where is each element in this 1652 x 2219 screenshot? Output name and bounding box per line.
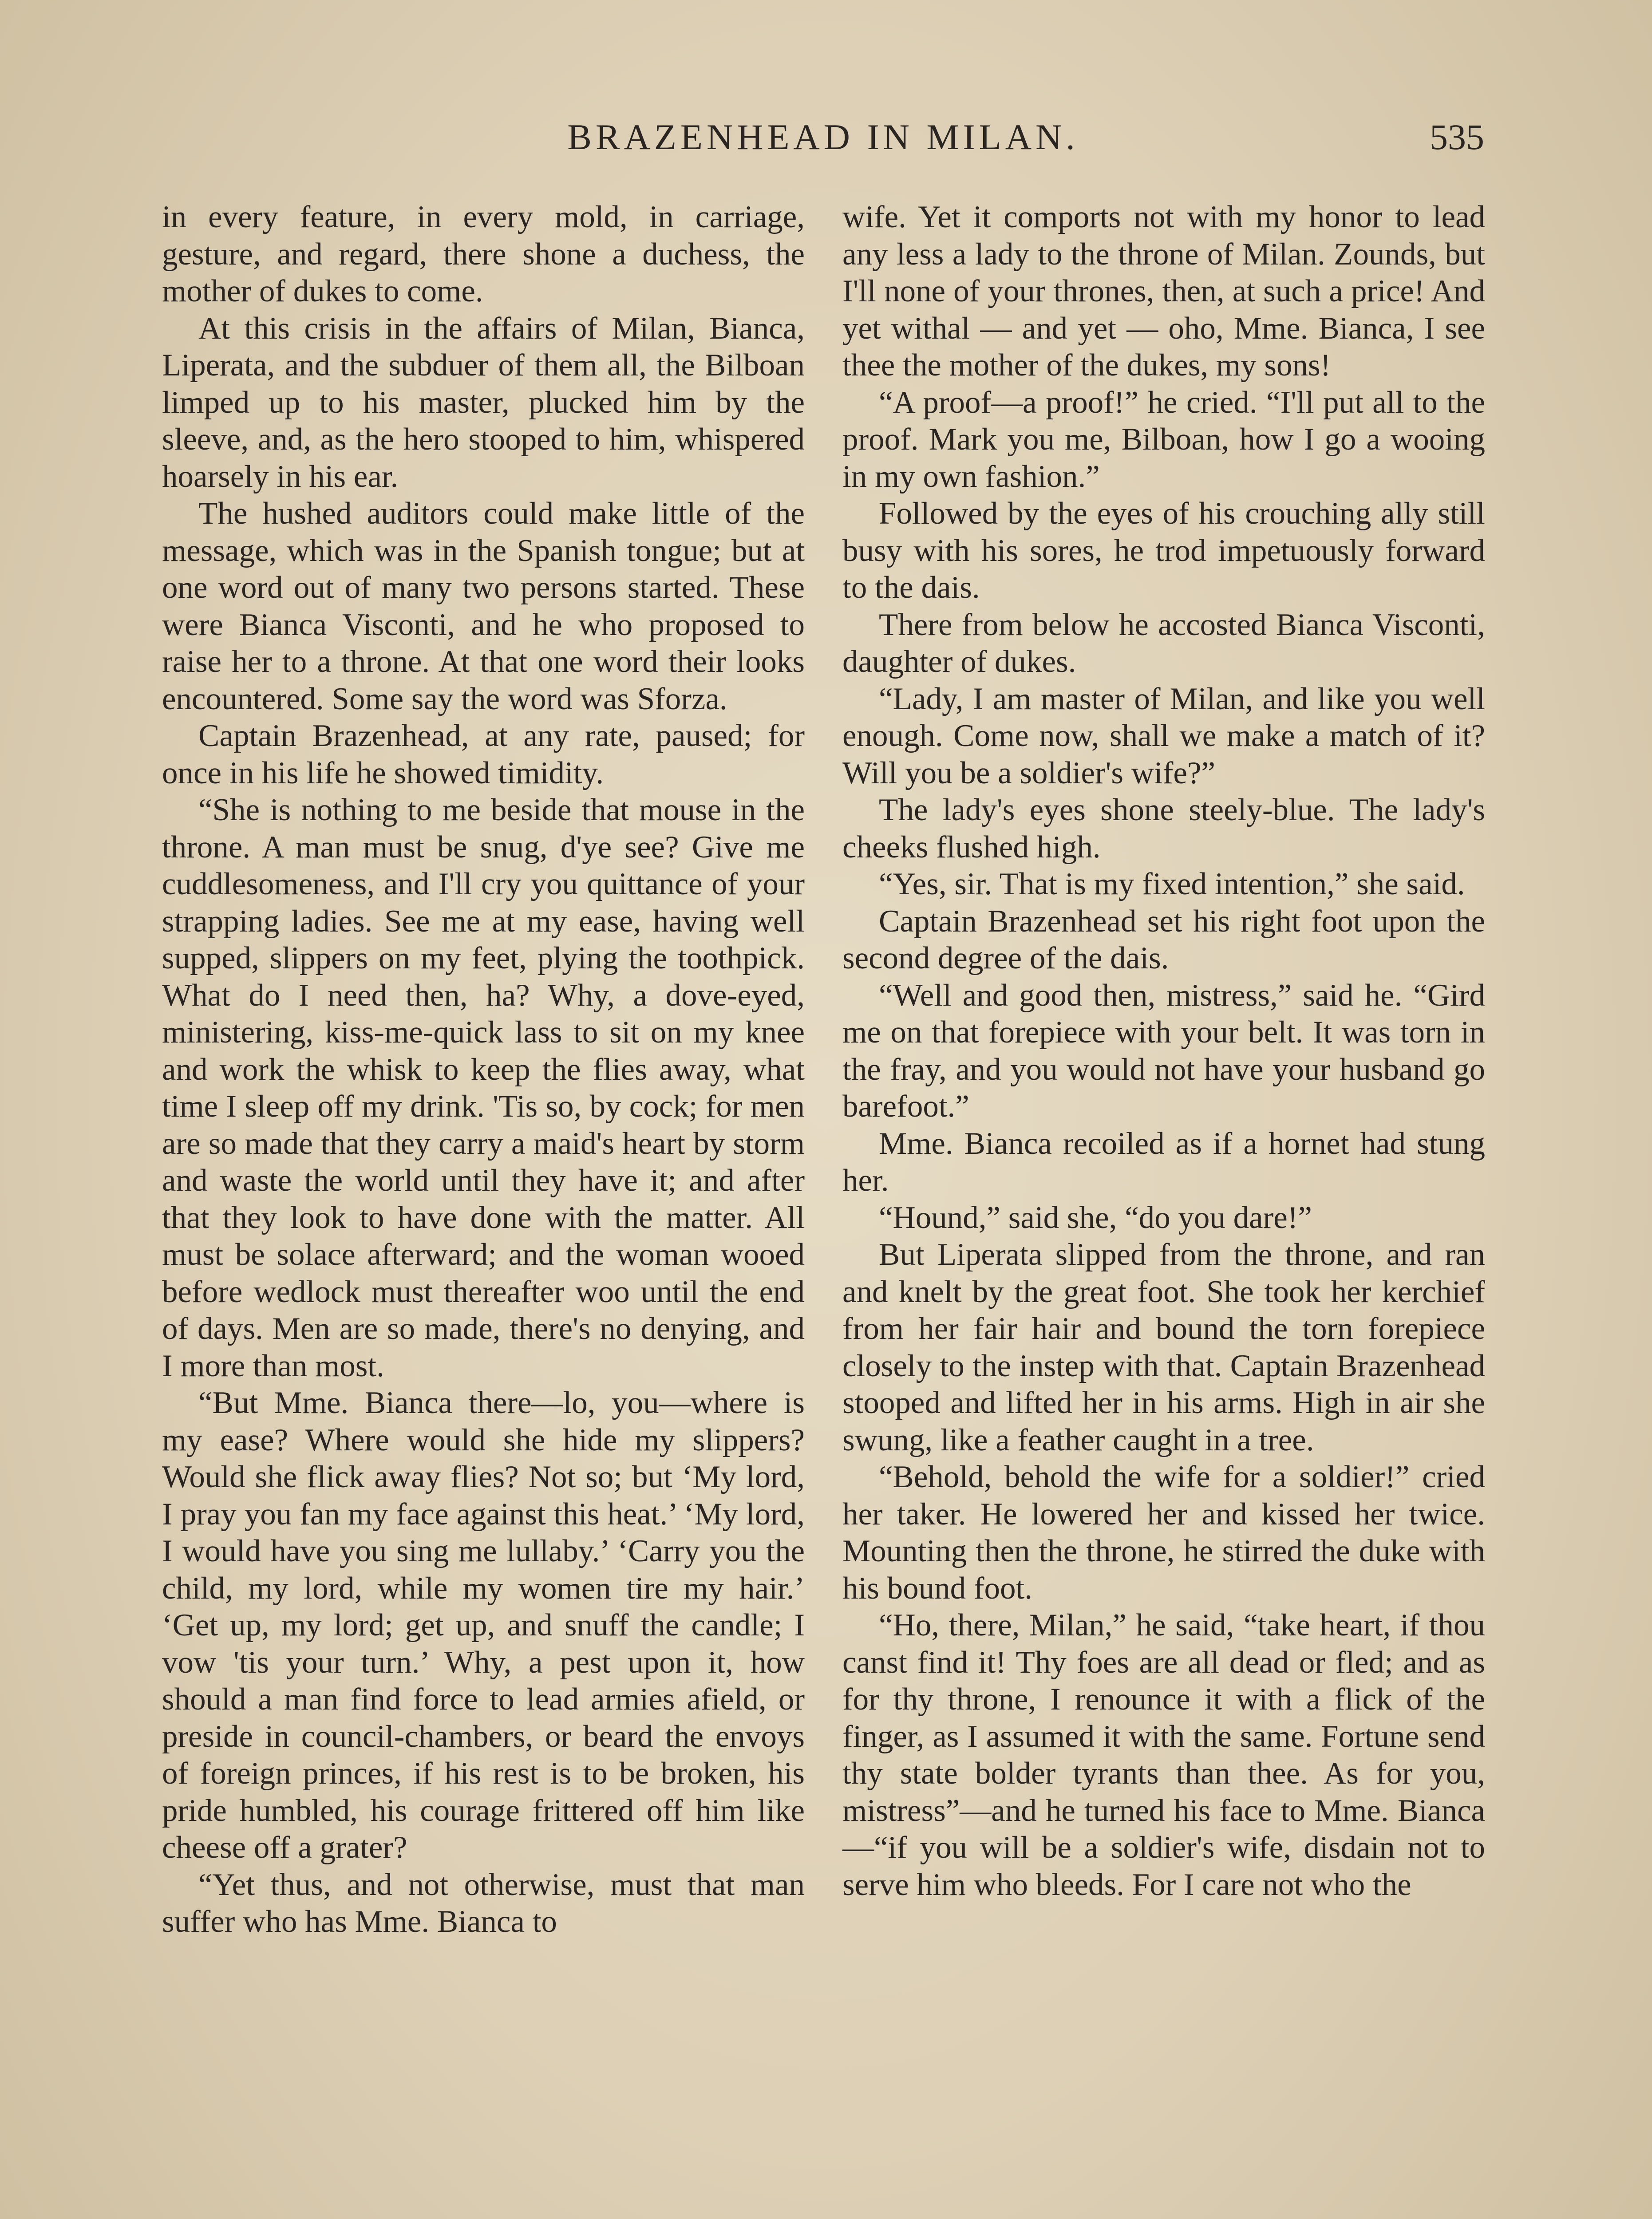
- paragraph: The lady's eyes shone steely-blue. The lady's cheeks flushed high.: [842, 793, 1485, 865]
- paragraph: Followed by the eyes of his crouching ally still busy with his sores, he trod impetuously forward to the dais.: [842, 496, 1485, 605]
- page-number: 535: [1430, 117, 1484, 157]
- paragraph: “Ho, there, Milan,” he said, “take heart, if thou canst find it! Thy foes are all dead or fled; and as for thy throne, I renounce it with a flick of the finger, as I assumed it with the same. Fortune send thy state bolder tyrants than thee. As for you, mistress”—and he turned his face to Mme. Bianca—“if you will be a soldier's wife, disdain not to serve him who bleeds. For I care not who the: [842, 1608, 1485, 1902]
- paragraph: “Yet thus, and not otherwise, must that man suffer who has Mme. Bianca to: [162, 1867, 805, 1939]
- paragraph: “She is nothing to me beside that mouse in the throne. A man must be snug, d'ye see? Give me cuddlesomeness, and I'll cry you quittance of your strapping ladies. See me at my ease, having well supped, slippers on my feet, plying the toothpick. What do I need then, ha? Why, a dove-eyed, ministering, kiss-me-quick lass to sit on my knee and work the whisk to keep the flies away, what time I sleep off my drink. 'Tis so, by cock; for men are so made that they carry a maid's heart by storm and waste the world until they have it; and after that they look to have done with the matter. All must be solace afterward; and the woman wooed before wedlock must thereafter woo until the end of days. Men are so made, there's no denying, and I more than most.: [162, 793, 805, 1383]
- left-column: [162, 199, 805, 1941]
- right-column: [842, 199, 1485, 1903]
- paragraph: wife. Yet it comports not with my honor to lead any less a lady to the throne of Milan. Zounds, but I'll none of your thrones, then, at such a price! And yet withal — and yet — oho, Mme. Bianca, I see thee the mother of the dukes, my sons!: [842, 200, 1485, 383]
- paragraph: “Hound,” said she, “do you dare!”: [879, 1200, 1312, 1235]
- page-header: [162, 116, 1484, 165]
- paragraph: There from below he accosted Bianca Visconti, daughter of dukes.: [842, 607, 1485, 679]
- running-title: BRAZENHEAD IN MILAN.: [567, 117, 1079, 157]
- paragraph: “Behold, behold the wife for a soldier!” cried her taker. He lowered her and kissed her twice. Mounting then the throne, he stirred the duke with his bound foot.: [842, 1460, 1485, 1606]
- paragraph: “Lady, I am master of Milan, and like you well enough. Come now, shall we make a match of it? Will you be a soldier's wife?”: [842, 681, 1485, 790]
- paragraph: “But Mme. Bianca there—lo, you—where is my ease? Where would she hide my slippers? Would she flick away flies? Not so; but ‘My lord, I pray you fan my face against this heat.’ ‘My lord, I would have you sing me lullaby.’ ‘Carry you the child, my lord, while my women tire my hair.’ ‘Get up, my lord; get up, and snuff the candle; I vow 'tis your turn.’ Why, a pest upon it, how should a man find force to lead armies afield, or preside in council-chambers, or beard the envoys of foreign princes, if his rest is to be broken, his pride humbled, his courage frittered off him like cheese off a grater?: [162, 1386, 805, 1865]
- paragraph: Captain Brazenhead set his right foot upon the second degree of the dais.: [842, 904, 1485, 975]
- paragraph: “Yes, sir. That is my fixed intention,” she said.: [879, 867, 1465, 901]
- paragraph: At this crisis in the affairs of Milan, Bianca, Liperata, and the subduer of them all, the Bilboan limped up to his master, plucked him by the sleeve, and, as the hero stooped to him, whispered hoarsely in his ear.: [162, 311, 805, 494]
- paragraph: The hushed auditors could make little of the message, which was in the Spanish tongue; but at one word out of many two persons started. These were Bianca Visconti, and he who proposed to raise her to a throne. At that one word their looks encountered. Some say the word was Sforza.: [162, 496, 805, 716]
- paragraph: “A proof—a proof!” he cried. “I'll put all to the proof. Mark you me, Bilboan, how I go a wooing in my own fashion.”: [842, 385, 1485, 494]
- paragraph: Captain Brazenhead, at any rate, paused; for once in his life he showed timidity.: [162, 719, 805, 790]
- paragraph: But Liperata slipped from the throne, and ran and knelt by the great foot. She took her kerchief from her fair hair and bound the torn forepiece closely to the instep with that. Captain Brazenhead stooped and lifted her in his arms. High in air she swung, like a feather caught in a tree.: [842, 1237, 1485, 1457]
- paragraph: “Well and good then, mistress,” said he. “Gird me on that forepiece with your belt. It was torn in the fray, and you would not have your husband go barefoot.”: [842, 978, 1485, 1124]
- paragraph: in every feature, in every mold, in carriage, gesture, and regard, there shone a duchess, the mother of dukes to come.: [162, 200, 805, 308]
- paragraph: Mme. Bianca recoiled as if a hornet had stung her.: [842, 1126, 1485, 1198]
